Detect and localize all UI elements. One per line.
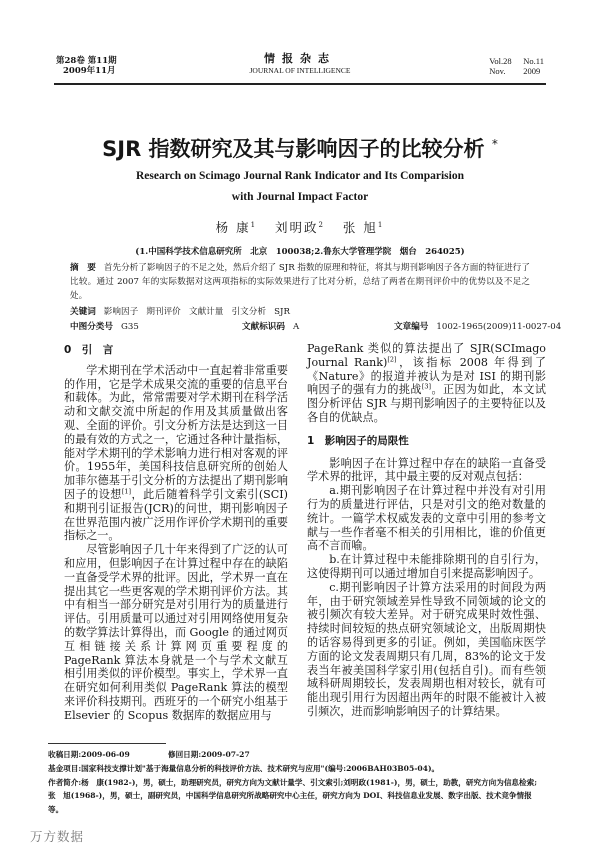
journal-name-en: JOURNAL OF INTELLIGENCE	[249, 66, 351, 75]
paper-title	[0, 133, 600, 163]
keyword: 影响因子	[103, 307, 139, 317]
revised-date: 修回日期:2009-07-27	[168, 750, 250, 759]
author: 杨 康$^1$	[215, 220, 258, 235]
doc-code-label: 文献标识码	[242, 322, 285, 332]
journal-name-cn: 情报杂志	[264, 52, 336, 65]
author-bio-line: 作者简介:杨 康(1982-)，男，硕士，助理研究员，研究方向为文献计量学、引文索引;刘明政(1981-)，男，硕士，助教，研究方向为信息检索;	[48, 777, 538, 787]
classification-info	[70, 321, 590, 333]
keyword: 引文分析	[231, 307, 266, 317]
citation: [2]	[387, 355, 397, 364]
paragraph: 影响因子在计算过程中存在的缺陷一直备受学术界的批评，其中最主要的反对观点包括：	[307, 456, 546, 484]
volume-en: Vol.28	[489, 56, 512, 66]
abstract	[70, 261, 530, 303]
footnote-rule	[48, 743, 166, 744]
abstract-text: 首先分析了影响因子的不足之处，然后介绍了 SJR 指数的原理和特征，将其与期刊影响因子各方面的特征进行了比较。通过 2007 年的实际数据对这两项指标的实际效果进行了比对分析，总结了两者在期刊评价中的优势以及不足之处。	[70, 263, 530, 301]
citation: [3]	[421, 382, 432, 391]
paragraph: 尽管影响因子几十年来得到了广泛的认可和应用，但影响因子在计算过程中存在的缺陷一直备受学术界的批评。因此，学术界一直在提出其它一些更客观的学术期刊评价方法。其中有相当一部分研究是对引用行为的质量进行评估。引用质量可以通过对引用网络使用复杂的数学算法计算得出，而 Google 的通过网页互相链接关系计算网页重要程度的 PageRank 算法本身就是一个与学术文献互相引用类似的评价模型。事实上，学术界一直在研究如何利用类似 PageRank 算法的模型来评价科技期刊。西班牙的一个研究小组基于 Elsevier 的 Scopus 数据库的数据应用与	[64, 543, 288, 722]
abstract-label: 摘 要	[70, 263, 96, 273]
number-en: No.11	[523, 56, 544, 66]
section-heading-limitations: 1 影响因子的局限性	[307, 434, 409, 447]
month-en: Nov.	[489, 66, 506, 76]
author-bio-line: 等。	[48, 805, 64, 815]
year-en: 2009	[523, 66, 541, 76]
header-rule	[54, 83, 546, 85]
section-heading-introduction: 0 引 言	[64, 344, 114, 356]
issue-info-en	[489, 56, 544, 76]
authors	[0, 218, 600, 236]
paper-title-text: SJR 指数研究及其与影响因子的比较分析	[102, 137, 485, 161]
paper-title-en-line2: with Journal Impact Factor	[231, 191, 369, 203]
article-id-value: 1002-1965(2009)11-0027-04	[436, 322, 562, 332]
article-id-label: 文章编号	[394, 322, 429, 332]
clc-value: G35	[120, 322, 139, 332]
received-date: 收稿日期:2009-06-09	[48, 750, 130, 759]
list-item: a.期刊影响因子在计算过程中并没有对引用行为的质量进行评估，只是对引文的绝对数量的统计。一篇学术权威发表的文章中引用的参考文献与一些作者毫不相关的引用相比，谁的价值更高不言而喻。	[307, 484, 546, 553]
author: 张 旭$^1$	[342, 220, 385, 235]
list-item: c.期刊影响因子计算方法采用的时间段为两年，由于研究领域差异性导致不同领域的论文的被引频次有较大差异。对于研究成果时效性强、持续时间较短的热点研究领域论文，出版周期快的话容易得到更多的引证。例如，美国临床医学方面的论文发表周期只有几周，83%的论文于发表当年被美国科学家引用(包括自引)。而有些领域科研周期较长，发表周期也相对较长，就有可能出现引用行为因超出两年的时限不能被计入被引频次，进而影响影响因子的计算结果。	[307, 580, 546, 718]
clc-label: 中图分类号	[70, 322, 113, 332]
paper-title-en-line1: Research on Scimago Journal Rank Indicator and Its Comparision	[135, 170, 464, 182]
issue-date: 2009年11月	[63, 66, 116, 76]
paragraph: PageRank 类似的算法提出了 SJR(SCImago Journal Rank)[2]，该指标 2008 年得到了《Nature》的报道并被认为是对 ISI 的期刊影响因子的强有力的挑战[3]。正因为如此，本文试图分析评估 SJR 与期刊影响因子的主要特征以及各自的优缺点。	[307, 342, 546, 424]
citation: [1]	[121, 487, 132, 496]
doc-code-value: A	[292, 322, 300, 332]
journal-name	[200, 52, 400, 76]
keyword: 文献计量	[188, 307, 224, 317]
author-bio-line: 张 旭(1968-)，男，硕士，副研究员，中国科学信息研究所战略研究中心主任，研究方向为 DOI、科技信息业发展、数字出版、技术竞争情报	[48, 791, 532, 801]
footnotes	[48, 748, 558, 817]
list-item: b.在计算过程中未能排除期刊的自引行为，这使得期刊可以通过增加自引来提高影响因子。	[307, 553, 546, 580]
keywords	[70, 306, 290, 318]
fund-note: 基金项目:国家科技支撑计划"基于海量信息分析的科技评价方法、技术研究与应用"(编号:2006BAH03B05-04)。	[48, 763, 440, 773]
paragraph: 学术期刊在学术活动中一直起着非常重要的作用，它是学术成果交流的重要的信息平台和载体。为此，常常需要对学术期刊在科学活动和文献交流中所起的作用及其质量做出客观、全面的评价。引文分析方法是达到这一目的最有效的方式之一，它通过各种计量指标，能对学术期刊的学术影响力进行相对客观的评价。1955年，美国科技信息研究所的创始人加菲尔德基于引文分析的方法提出了期刊影响因子的设想[1]，此后随着科学引文索引(SCI)和期刊引证报告(JCR)的问世，期刊影响因子在世界范围内被广泛用作评价学术期刊的重要指标之一。	[64, 363, 288, 543]
keywords-label: 关键词	[70, 307, 96, 317]
issue-volume: 第28卷 第11期	[56, 56, 117, 66]
left-column	[64, 344, 288, 723]
title-footnote-mark: *	[491, 137, 498, 151]
keyword: 期刊评价	[146, 307, 181, 317]
author: 刘明政$^2$	[275, 220, 325, 235]
affiliations: (1.中国科学技术信息研究所 北京 100038;2.鲁东大学管理学院 烟台 264025)	[135, 247, 465, 257]
issue-info	[56, 56, 117, 76]
watermark: 万方数据	[30, 829, 85, 844]
right-column	[307, 342, 546, 719]
keyword: SJR	[274, 307, 290, 317]
